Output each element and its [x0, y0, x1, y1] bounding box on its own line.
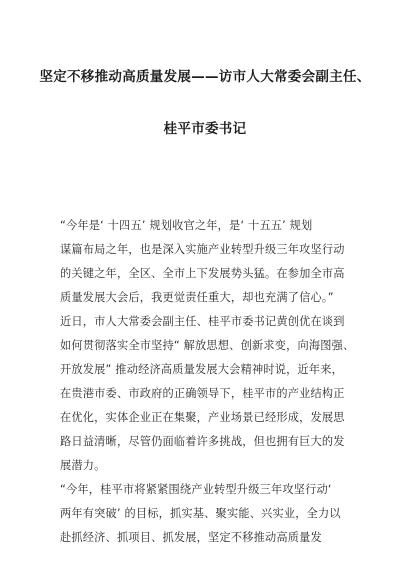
article-title-line-2: 桂平市委书记 [163, 121, 247, 137]
body-line: 质量发展大会后，我更觉责任重大，却也充满了信心。” [60, 291, 334, 304]
body-line: “今年，桂平市将紧紧围绕产业转型升级三年攻坚行动‘ [60, 483, 332, 496]
body-line: “今年是‘ 十四五’ 规划收官之年，是‘ 十五五’ 规划 [60, 219, 313, 232]
body-line: 的关键之年，全区、全市上下发展势头猛。在参加全市高 [60, 267, 345, 280]
body-line: 赴抓经济、抓项目、抓发展，坚定不移推动高质量发 [60, 531, 322, 544]
body-line: 近日，市人大常委会副主任、桂平市委书记黄创优在谈到 [60, 315, 345, 328]
body-line: 开放发展” 推动经济高质量发展大会精神时说，近年来， [60, 363, 344, 376]
body-line: 谋篇布局之年，也是深入实施产业转型升级三年攻坚行动 [60, 243, 345, 256]
body-line: 如何贯彻落实全市坚持“ 解放思想、创新求变，向海图强、 [60, 339, 355, 352]
article-title-line-1: 坚定不移推动高质量发展——访市人大常委会副主任、 [39, 69, 371, 85]
body-line: 两年有突破’ 的目标，抓实基、聚实能、兴实业，全力以 [60, 507, 341, 520]
body-line: 展潜力。 [60, 459, 106, 472]
body-line: 在贵港市委、市政府的正确领导下，桂平市的产业结构正 [60, 387, 345, 400]
body-line: 在优化，实体企业正在集聚，产业场景已经形成，发展思 [60, 411, 345, 424]
article-body [60, 214, 360, 550]
body-line: 路日益清晰，尽管仍面临着许多挑战，但也拥有巨大的发 [60, 435, 345, 448]
